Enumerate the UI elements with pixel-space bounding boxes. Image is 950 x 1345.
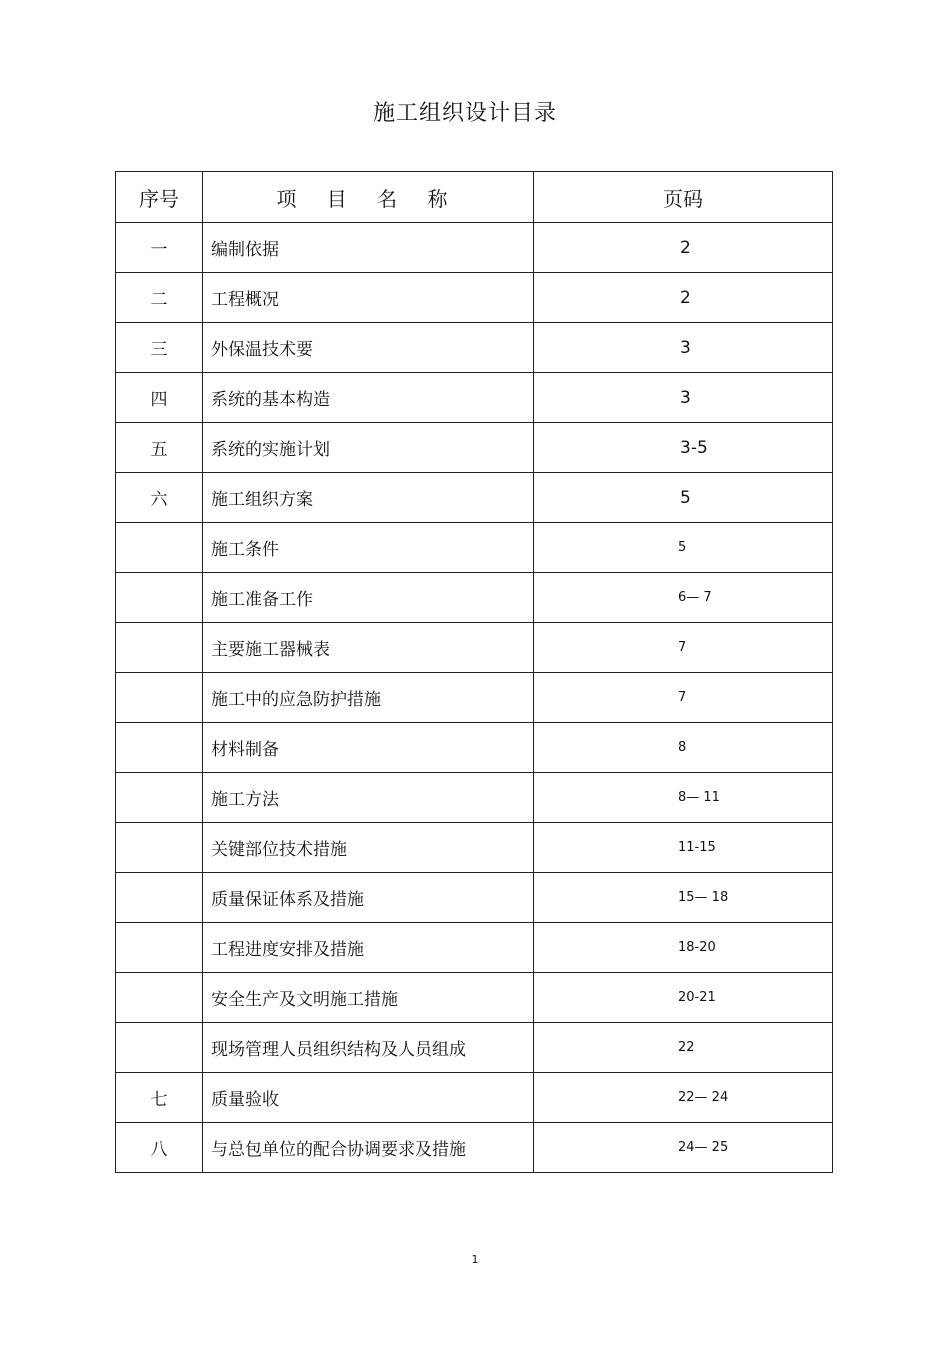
row-name: 安全生产及文明施工措施 xyxy=(203,973,534,1023)
row-num xyxy=(116,923,203,973)
row-page: 11-15 xyxy=(534,823,833,873)
table-row xyxy=(116,1073,833,1123)
table-row xyxy=(116,773,833,823)
table-row xyxy=(116,823,833,873)
row-name: 主要施工器械表 xyxy=(203,623,534,673)
row-name: 现场管理人员组织结构及人员组成 xyxy=(203,1023,534,1073)
row-page: 20-21 xyxy=(534,973,833,1023)
row-page: 6— 7 xyxy=(534,573,833,623)
row-name: 施工中的应急防护措施 xyxy=(203,673,534,723)
header-page: 页码 xyxy=(534,172,833,223)
row-num: 一 xyxy=(116,223,203,273)
row-name: 与总包单位的配合协调要求及措施 xyxy=(203,1123,534,1173)
table-row xyxy=(116,623,833,673)
row-num xyxy=(116,523,203,573)
table-row xyxy=(116,373,833,423)
row-page: 22— 24 xyxy=(534,1073,833,1123)
row-page: 8— 11 xyxy=(534,773,833,823)
table-row xyxy=(116,973,833,1023)
row-page: 18-20 xyxy=(534,923,833,973)
row-name: 施工方法 xyxy=(203,773,534,823)
row-num: 五 xyxy=(116,423,203,473)
row-num xyxy=(116,673,203,723)
row-num xyxy=(116,1023,203,1073)
header-num: 序号 xyxy=(116,172,203,223)
header-name: 项 目 名 称 xyxy=(203,172,534,223)
table-row xyxy=(116,873,833,923)
row-page: 22 xyxy=(534,1023,833,1073)
toc-table xyxy=(115,171,833,1173)
document-title: 施工组织设计目录 xyxy=(372,101,557,126)
row-num xyxy=(116,773,203,823)
table-row xyxy=(116,723,833,773)
row-name: 质量保证体系及措施 xyxy=(203,873,534,923)
table-row xyxy=(116,673,833,723)
row-page: 15— 18 xyxy=(534,873,833,923)
row-num: 三 xyxy=(116,323,203,373)
row-name: 系统的基本构造 xyxy=(203,373,534,423)
row-name: 系统的实施计划 xyxy=(203,423,534,473)
table-row xyxy=(116,423,833,473)
row-num xyxy=(116,973,203,1023)
table-row xyxy=(116,1023,833,1073)
row-num xyxy=(116,573,203,623)
row-page: 8 xyxy=(534,723,833,773)
row-name: 外保温技术要 xyxy=(203,323,534,373)
row-num: 六 xyxy=(116,473,203,523)
row-page: 7 xyxy=(534,673,833,723)
row-num: 二 xyxy=(116,273,203,323)
row-name: 工程进度安排及措施 xyxy=(203,923,534,973)
row-name: 材料制备 xyxy=(203,723,534,773)
row-page: 3 xyxy=(534,323,833,373)
row-num xyxy=(116,873,203,923)
table-row xyxy=(116,573,833,623)
row-name: 工程概况 xyxy=(203,273,534,323)
page-number: 1 xyxy=(471,1253,479,1266)
row-name: 施工准备工作 xyxy=(203,573,534,623)
table-row xyxy=(116,273,833,323)
row-num xyxy=(116,823,203,873)
row-num xyxy=(116,723,203,773)
row-page: 24— 25 xyxy=(534,1123,833,1173)
table-row xyxy=(116,323,833,373)
row-page: 5 xyxy=(534,473,833,523)
table-row xyxy=(116,523,833,573)
row-page: 2 xyxy=(534,223,833,273)
table-row xyxy=(116,923,833,973)
row-num: 八 xyxy=(116,1123,203,1173)
table-row xyxy=(116,473,833,523)
table-row xyxy=(116,223,833,273)
row-name: 关键部位技术措施 xyxy=(203,823,534,873)
row-page: 7 xyxy=(534,623,833,673)
row-num: 七 xyxy=(116,1073,203,1123)
row-name: 施工条件 xyxy=(203,523,534,573)
row-page: 2 xyxy=(534,273,833,323)
row-num xyxy=(116,623,203,673)
row-page: 3-5 xyxy=(534,423,833,473)
row-page: 5 xyxy=(534,523,833,573)
row-name: 编制依据 xyxy=(203,223,534,273)
table-row xyxy=(116,1123,833,1173)
table-header-row xyxy=(116,172,833,223)
row-page: 3 xyxy=(534,373,833,423)
row-name: 质量验收 xyxy=(203,1073,534,1123)
row-num: 四 xyxy=(116,373,203,423)
row-name: 施工组织方案 xyxy=(203,473,534,523)
